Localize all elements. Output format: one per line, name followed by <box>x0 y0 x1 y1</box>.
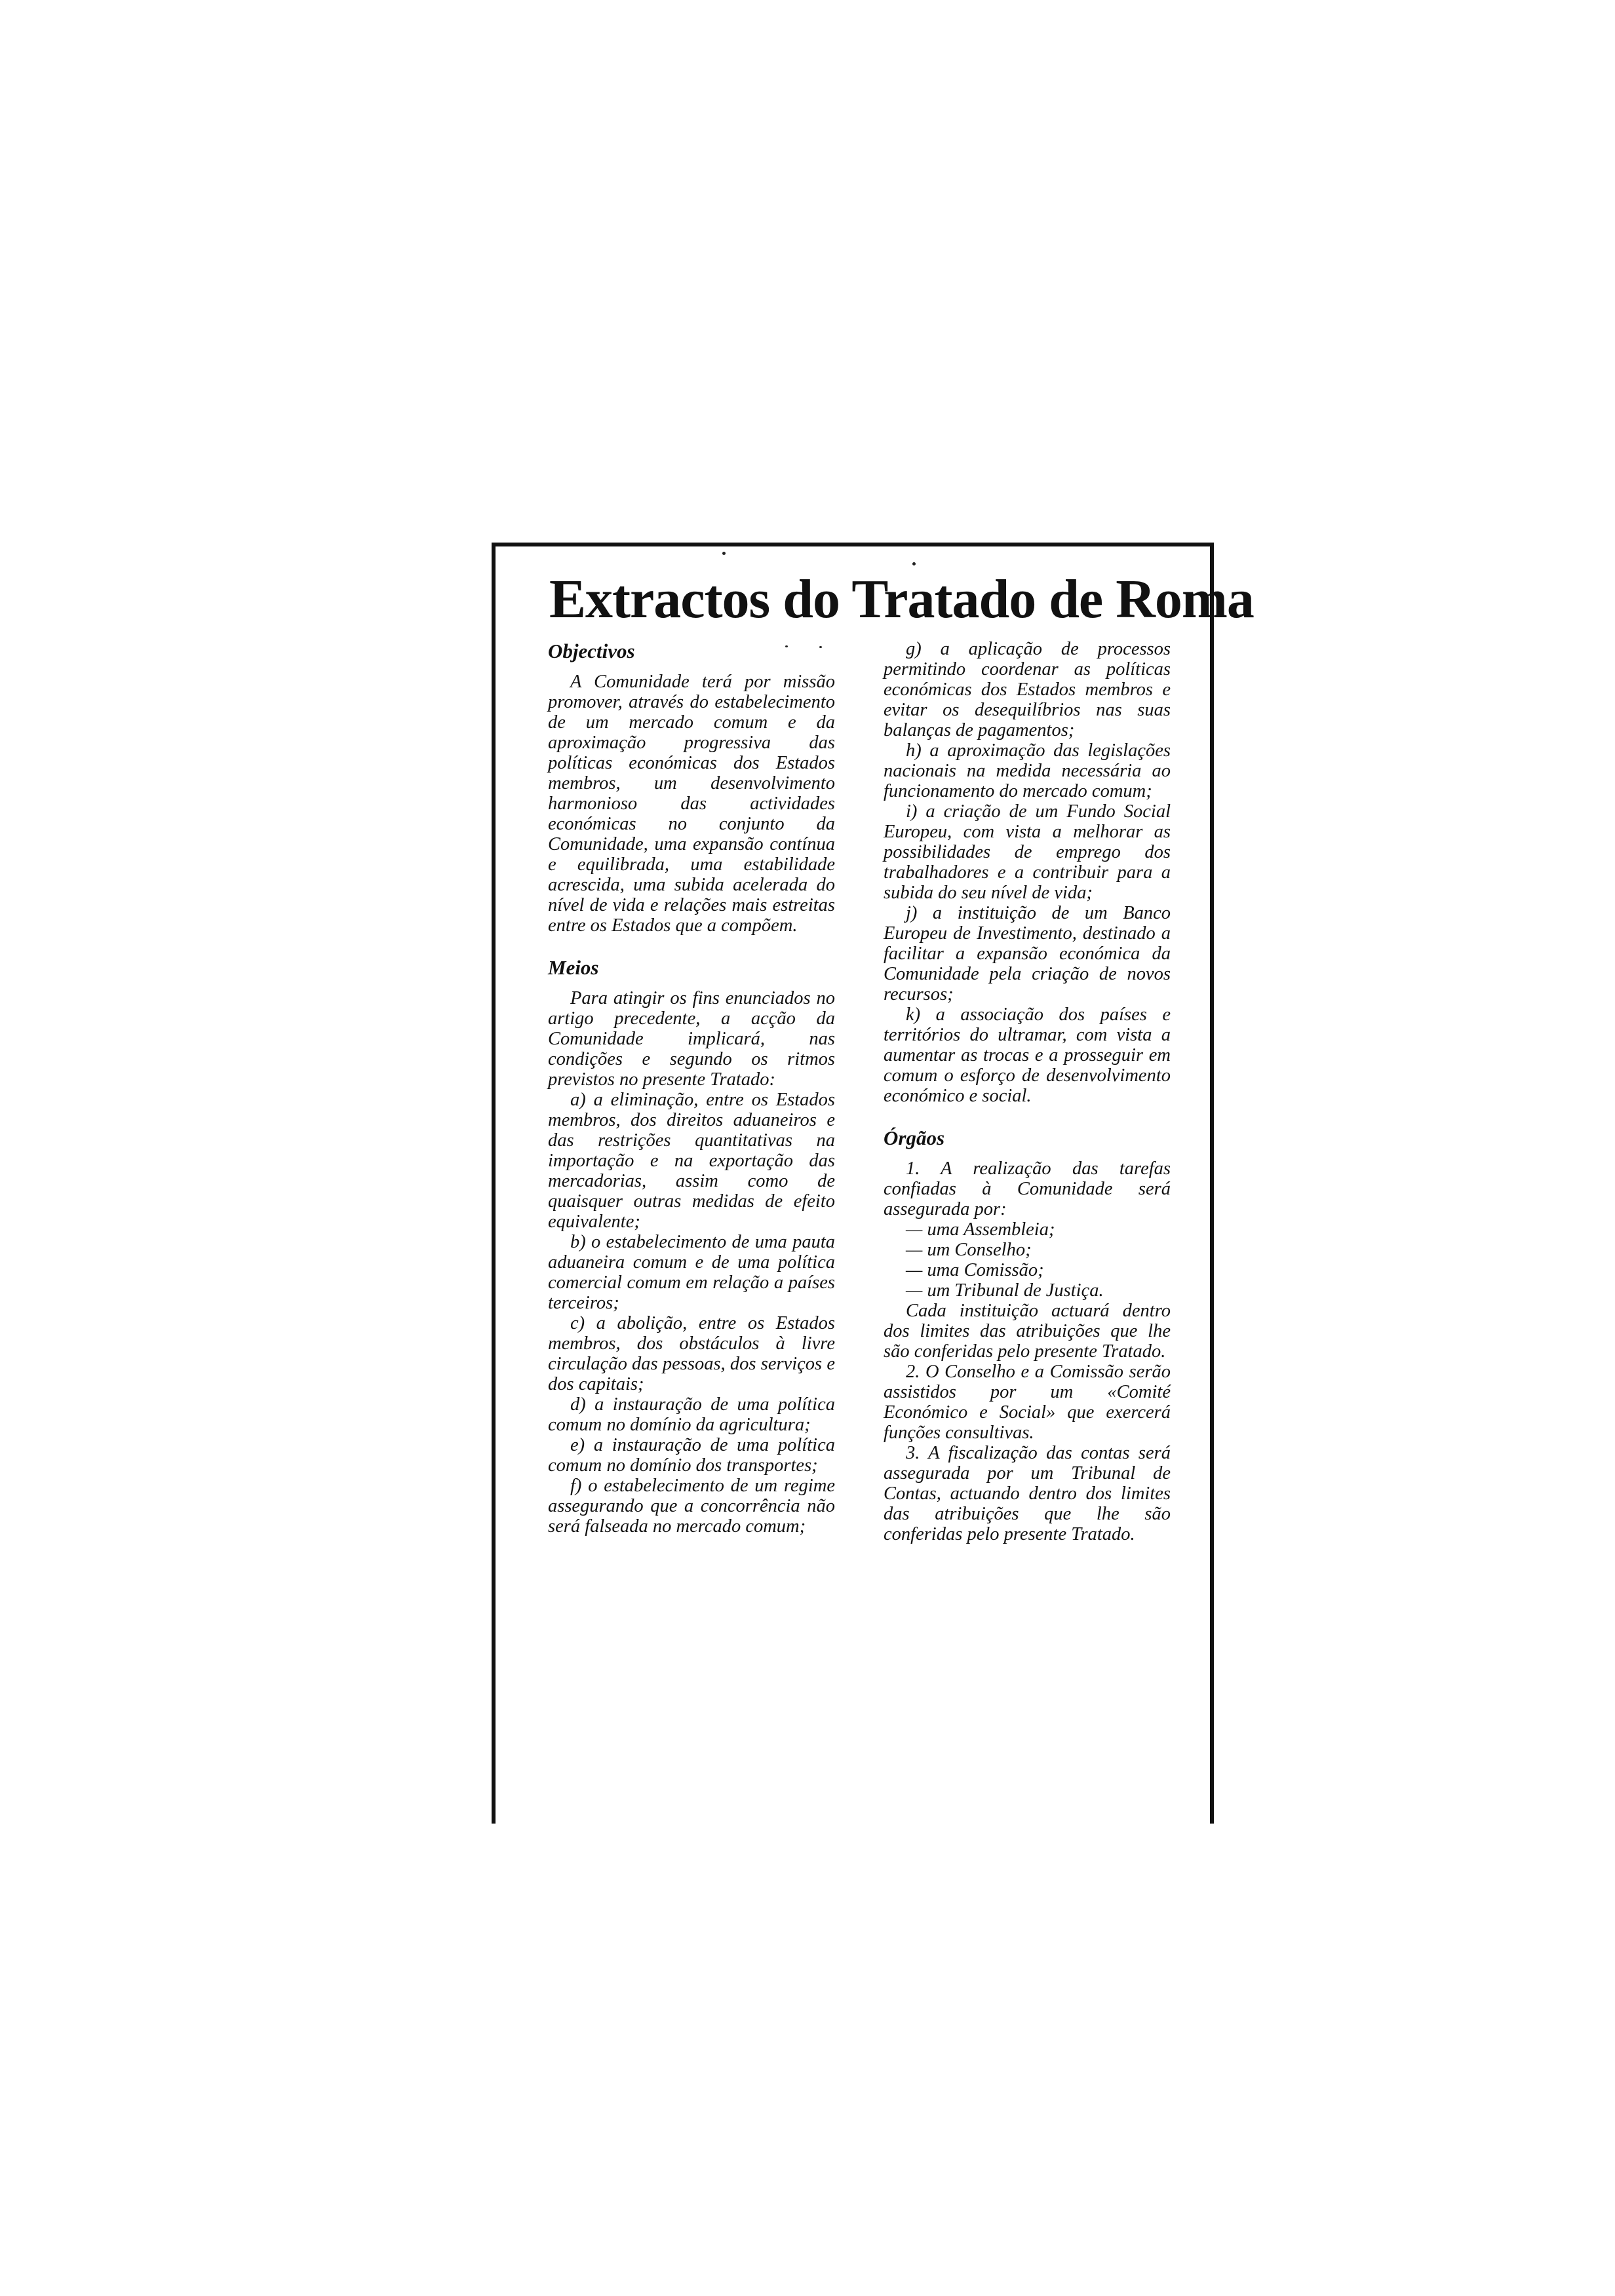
list-paragraph-e: e) a instauração de uma política comum no domínio dos transportes; <box>548 1435 835 1476</box>
list-paragraph-c: c) a abolição, entre os Estados membros, dos obstáculos à livre circulação das pessoas, dos serviços e dos capitais; <box>548 1313 835 1394</box>
list-paragraph-f: f) o estabelecimento de um regime assegurando que a concorrência não será falseada no mercado comum; <box>548 1476 835 1537</box>
article-title: Extractos do Tratado de Roma <box>549 569 1254 630</box>
paragraph: 1. A realização das tarefas confiadas à Comunidade será assegurada por: <box>884 1158 1171 1219</box>
right-column <box>884 639 1171 1544</box>
scan-speck <box>819 646 822 648</box>
scan-speck <box>912 562 916 565</box>
paragraph: 2. O Conselho e a Comissão serão assistidos por um «Comité Económico e Social» que exercerá funções consultivas. <box>884 1362 1171 1443</box>
scan-speck <box>785 645 788 647</box>
list-paragraph-a: a) a eliminação, entre os Estados membros, dos direitos aduaneiros e das restrições quantitativas na importação e na exportação das mercadorias, assim como de quaisquer outras medidas de efeito equivalente; <box>548 1090 835 1232</box>
list-paragraph-j: j) a instituição de um Banco Europeu de Investimento, destinado a facilitar a expansão económica da Comunidade pela criação de novos recursos; <box>884 903 1171 1004</box>
list-paragraph-g: g) a aplicação de processos permitindo coordenar as políticas económicas dos Estados membros e evitar os desequilíbrios nas suas balanças de pagamentos; <box>884 639 1171 740</box>
paragraph: 3. A fiscalização das contas será assegurada por um Tribunal de Contas, actuando dentro dos limites das atribuições que lhe são conferidas pelo presente Tratado. <box>884 1443 1171 1544</box>
list-item: — uma Comissão; <box>906 1260 1044 1280</box>
heading-objectivos: Objectivos <box>548 640 635 662</box>
heading-orgaos: Órgãos <box>884 1126 945 1149</box>
paragraph: Cada instituição actuará dentro dos limites das atribuições que lhe são conferidas pelo presente Tratado. <box>884 1301 1171 1362</box>
list-paragraph-b: b) o estabelecimento de uma pauta aduaneira comum e de uma política comercial comum em relação a países terceiros; <box>548 1232 835 1313</box>
heading-meios: Meios <box>548 956 599 979</box>
list-paragraph-i: i) a criação de um Fundo Social Europeu, com vista a melhorar as possibilidades de emprego dos trabalhadores e a contribuir para a subida do seu nível de vida; <box>884 801 1171 903</box>
list-paragraph-h: h) a aproximação das legislações nacionais na medida necessária ao funcionamento do mercado comum; <box>884 740 1171 801</box>
list-item: — um Conselho; <box>906 1240 1032 1260</box>
scan-speck <box>722 552 726 555</box>
list-paragraph-k: k) a associação dos países e territórios do ultramar, com vista a aumentar as trocas e a prosseguir em comum o esforço de desenvolvimento económico e social. <box>884 1004 1171 1106</box>
list-paragraph-d: d) a instauração de uma política comum no domínio da agricultura; <box>548 1394 835 1435</box>
left-column <box>548 639 835 1537</box>
list-item: — um Tribunal de Justiça. <box>906 1280 1104 1301</box>
paragraph: Para atingir os fins enunciados no artigo precedente, a acção da Comunidade implicará, nas condições e segundo os ritmos previstos no presente Tratado: <box>548 988 835 1090</box>
list-item: — uma Assembleia; <box>906 1219 1055 1240</box>
paragraph: A Comunidade terá por missão promover, através do estabelecimento de um mercado comum e da aproximação progressiva das políticas económicas dos Estados membros, um desenvolvimento harmonioso das actividades económicas no conjunto da Comunidade, uma expansão contínua e equilibrada, uma estabilidade acrescida, uma subida acelerada do nível de vida e relações mais estreitas entre os Estados que a compõem. <box>548 672 835 936</box>
